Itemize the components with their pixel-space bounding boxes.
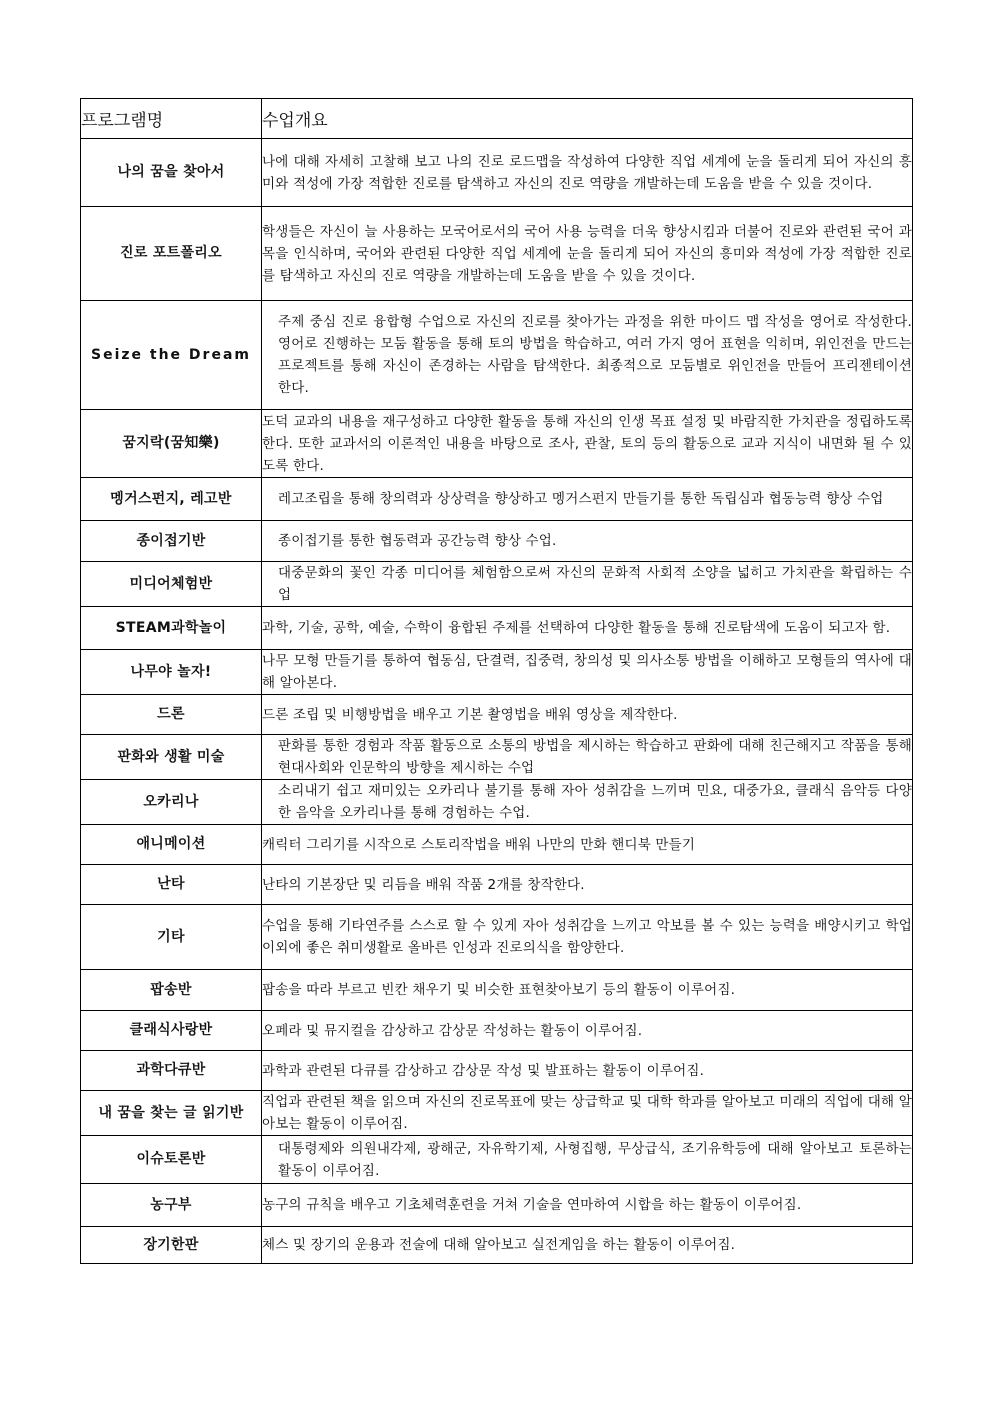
table-row: [81, 1011, 913, 1051]
table-row: [81, 207, 913, 301]
program-name: 내 꿈을 찾는 글 읽기반: [81, 1091, 262, 1136]
program-name: 나의 꿈을 찾아서: [81, 139, 262, 207]
table-row: [81, 735, 913, 780]
program-name: 농구부: [81, 1184, 262, 1227]
program-name: 꿈지락(꿈知樂): [81, 410, 262, 478]
program-description: 난타의 기본장단 및 리듬을 배워 작품 2개를 창작한다.: [262, 865, 913, 905]
header-course-summary: 수업개요: [262, 99, 913, 139]
table-row: [81, 1091, 913, 1136]
program-name: 클래식사랑반: [81, 1011, 262, 1051]
program-name: 팝송반: [81, 970, 262, 1011]
program-description: 종이접기를 통한 협동력과 공간능력 향상 수업.: [262, 521, 913, 562]
table-row: [81, 301, 913, 410]
table-row: [81, 1051, 913, 1091]
program-name: 장기한판: [81, 1227, 262, 1264]
program-description: 소리내기 쉽고 재미있는 오카리나 불기를 통해 자아 성취감을 느끼며 민요, 대중가요, 클래식 음악등 다양한 음악을 오카리나를 통해 경험하는 수업.: [262, 780, 913, 825]
program-description: 오페라 및 뮤지컬을 감상하고 감상문 작성하는 활동이 이루어짐.: [262, 1011, 913, 1051]
table-row: [81, 1227, 913, 1264]
program-name: 드론: [81, 695, 262, 735]
program-description: 나에 대해 자세히 고찰해 보고 나의 진로 로드맵을 작성하여 다양한 직업 세계에 눈을 돌리게 되어 자신의 흥미와 적성에 가장 적합한 진로를 탐색하고 자신의 진로 역량을 개발하는데 도움을 받을 수 있을 것이다.: [262, 139, 913, 207]
program-description: 대중문화의 꽃인 각종 미디어를 체험함으로써 자신의 문화적 사회적 소양을 넓히고 가치관을 확립하는 수업: [262, 562, 913, 607]
table-row: [81, 970, 913, 1011]
program-description: 과학, 기술, 공학, 예술, 수학이 융합된 주제를 선택하여 다양한 활동을 통해 진로탐색에 도움이 되고자 함.: [262, 607, 913, 650]
table-row: [81, 478, 913, 521]
table-row: [81, 607, 913, 650]
program-description: 팝송을 따라 부르고 빈칸 채우기 및 비슷한 표현찾아보기 등의 활동이 이루어짐.: [262, 970, 913, 1011]
program-description: 드론 조립 및 비행방법을 배우고 기본 촬영법을 배워 영상을 제작한다.: [262, 695, 913, 735]
table-row: [81, 410, 913, 478]
program-name: 종이접기반: [81, 521, 262, 562]
table-row: [81, 562, 913, 607]
program-name: 판화와 생활 미술: [81, 735, 262, 780]
table-row: [81, 865, 913, 905]
program-description: 과학과 관련된 다큐를 감상하고 감상문 작성 및 발표하는 활동이 이루어짐.: [262, 1051, 913, 1091]
program-description: 판화를 통한 경험과 작품 활동으로 소통의 방법을 제시하는 학습하고 판화에 대해 친근해지고 작품을 통해 현대사회와 인문학의 방향을 제시하는 수업: [262, 735, 913, 780]
program-description: 직업과 관련된 책을 읽으며 자신의 진로목표에 맞는 상급학교 및 대학 학과를 알아보고 미래의 직업에 대해 알아보는 활동이 이루어짐.: [262, 1091, 913, 1136]
program-name: 나무야 놀자!: [81, 650, 262, 695]
program-name: 오카리나: [81, 780, 262, 825]
table-row: [81, 695, 913, 735]
program-name: 이슈토론반: [81, 1136, 262, 1184]
table-row: [81, 780, 913, 825]
table-row: [81, 139, 913, 207]
program-name: 애니메이션: [81, 825, 262, 865]
program-description: 대통령제와 의원내각제, 광해군, 자유학기제, 사형집행, 무상급식, 조기유학등에 대해 알아보고 토론하는 활동이 이루어짐.: [262, 1136, 913, 1184]
table-row: [81, 1184, 913, 1227]
program-name: STEAM과학놀이: [81, 607, 262, 650]
table-row: [81, 1136, 913, 1184]
program-description: 수업을 통해 기타연주를 스스로 할 수 있게 자아 성취감을 느끼고 악보를 볼 수 있는 능력을 배양시키고 학업이외에 좋은 취미생활로 올바른 인성과 진로의식을 함양한다.: [262, 905, 913, 970]
program-name: Seize the Dream: [81, 301, 262, 410]
program-description: 주제 중심 진로 융합형 수업으로 자신의 진로를 찾아가는 과정을 위한 마이드 맵 작성을 영어로 작성한다. 영어로 진행하는 모둠 활동을 통해 토의 방법을 학습하고, 여러 가지 영어 표현을 익히며, 위인전을 만드는 프로젝트를 통해 자신이 존경하는 사람을 탐색한다. 최종적으로 모둠별로 위인전을 만들어 프리젠테이션 한다.: [262, 301, 913, 410]
header-program-name: 프로그램명: [81, 99, 262, 139]
program-description: 학생들은 자신이 늘 사용하는 모국어로서의 국어 사용 능력을 더욱 향상시킴과 더불어 진로와 관련된 국어 과목을 인식하며, 국어와 관련된 다양한 직업 세계에 눈을 돌리게 되어 자신의 흥미와 적성에 가장 적합한 진로를 탐색하고 자신의 진로 역량을 개발하는데 도움을 받을 수 있을 것이다.: [262, 207, 913, 301]
program-name: 진로 포트폴리오: [81, 207, 262, 301]
program-description: 캐릭터 그리기를 시작으로 스토리작법을 배워 나만의 만화 핸디북 만들기: [262, 825, 913, 865]
program-description: 도덕 교과의 내용을 재구성하고 다양한 활동을 통해 자신의 인생 목표 설정 및 바람직한 가치관을 정립하도록 한다. 또한 교과서의 이론적인 내용을 바탕으로 조사, 관찰, 토의 등의 활동으로 교과 지식이 내면화 될 수 있도록 한다.: [262, 410, 913, 478]
program-table: [80, 98, 913, 1264]
program-description: 레고조립을 통해 창의력과 상상력을 향상하고 멩거스펀지 만들기를 통한 독립심과 협동능력 향상 수업: [262, 478, 913, 521]
table-row: [81, 650, 913, 695]
program-name: 기타: [81, 905, 262, 970]
table-row: [81, 905, 913, 970]
table-row: [81, 521, 913, 562]
program-name: 멩거스펀지, 레고반: [81, 478, 262, 521]
program-description: 체스 및 장기의 운용과 전술에 대해 알아보고 실전게임을 하는 활동이 이루어짐.: [262, 1227, 913, 1264]
program-description: 나무 모형 만들기를 통하여 협동심, 단결력, 집중력, 창의성 및 의사소통 방법을 이해하고 모형들의 역사에 대해 알아본다.: [262, 650, 913, 695]
program-name: 과학다큐반: [81, 1051, 262, 1091]
table-row: [81, 825, 913, 865]
program-description: 농구의 규칙을 배우고 기초체력훈련을 거쳐 기술을 연마하여 시합을 하는 활동이 이루어짐.: [262, 1184, 913, 1227]
header-row: [81, 99, 913, 139]
program-name: 미디어체험반: [81, 562, 262, 607]
program-name: 난타: [81, 865, 262, 905]
